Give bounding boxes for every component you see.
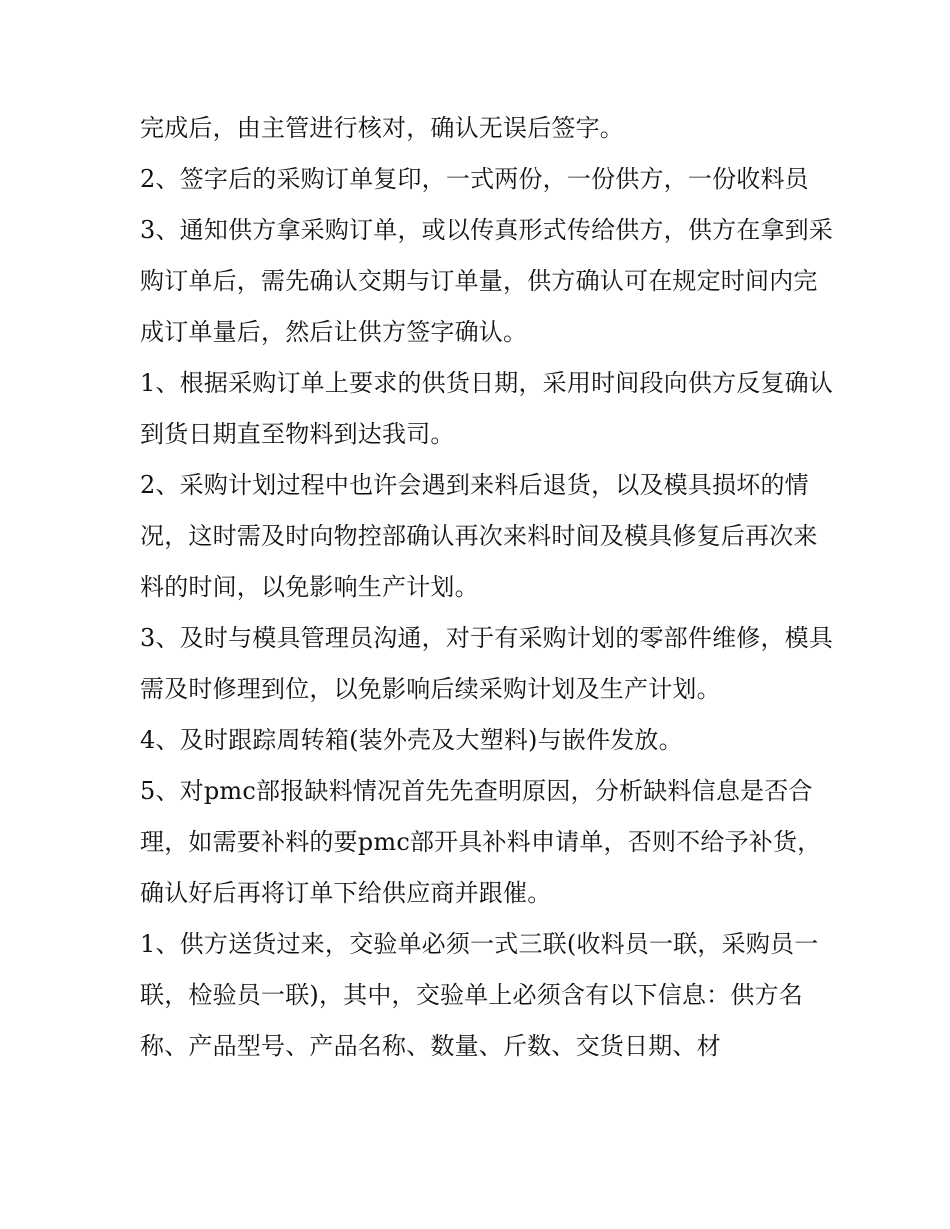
document-body [140, 103, 840, 1072]
paragraph-1: 完成后，由主管进行核对，确认无误后签字。 [140, 114, 624, 142]
paragraph-3: 3、通知供方拿采购订单，或以传真形式传给供方，供方在拿到采购订单后，需先确认交期与订单量，供方确认可在规定时间内完成订单量后，然后让供方签字确认。 [140, 216, 834, 346]
paragraph-2: 2、签字后的采购订单复印，一式两份，一份供方，一份收料员 [140, 165, 809, 193]
paragraph-5: 2、采购计划过程中也许会遇到来料后退货，以及模具损坏的情况，这时需及时向物控部确认再次来料时间及模具修复后再次来料的时间，以免影响生产计划。 [140, 471, 818, 601]
paragraph-4: 1、根据采购订单上要求的供货日期，采用时间段向供方反复确认到货日期直至物料到达我司。 [140, 369, 834, 448]
paragraph-7: 4、及时跟踪周转箱(装外壳及大塑料)与嵌件发放。 [140, 726, 683, 754]
paragraph-9: 1、供方送货过来，交验单必须一式三联(收料员一联，采购员一联，检验员一联)，其中，交验单上必须含有以下信息：供方名称、产品型号、产品名称、数量、斤数、交货日期、材 [140, 930, 819, 1060]
paragraph-8: 5、对pmc部报缺料情况首先先查明原因，分析缺料信息是否合理，如需要补料的要pmc部开具补料申请单，否则不给予补货，确认好后再将订单下给供应商并跟催。 [140, 777, 822, 907]
paragraph-6: 3、及时与模具管理员沟通，对于有采购计划的零部件维修，模具需及时修理到位，以免影响后续采购计划及生产计划。 [140, 624, 834, 703]
